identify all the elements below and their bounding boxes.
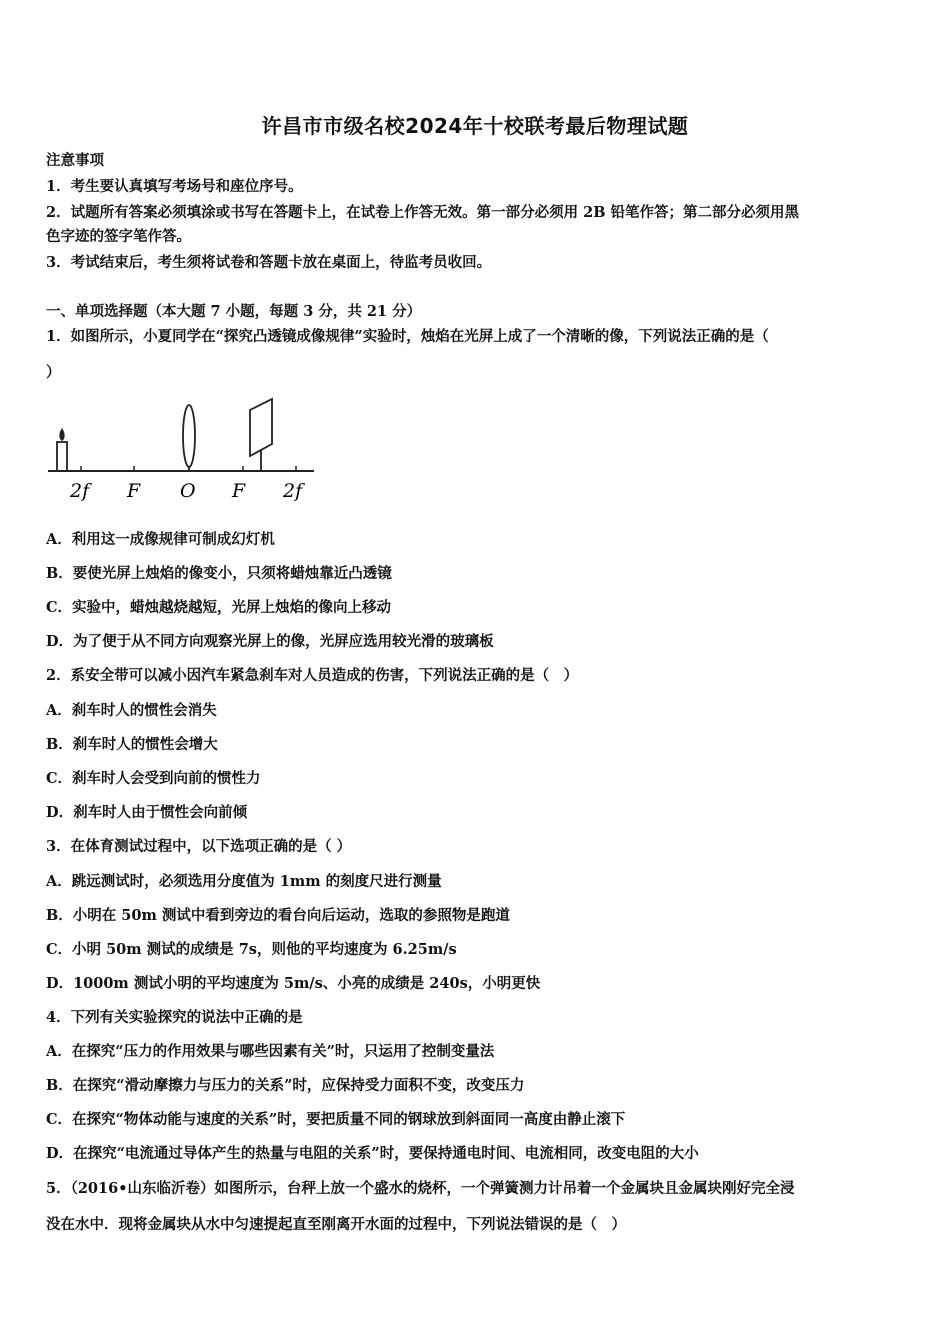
q1-option-b: B．要使光屏上烛焰的像变小，只须将蜡烛靠近凸透镜 xyxy=(46,565,392,582)
label-2f-right: 2f xyxy=(283,480,303,502)
notice-item-1: 1．考生要认真填写考场号和座位序号。 xyxy=(46,178,303,195)
q4-option-d: D．在探究“电流通过导体产生的热量与电阻的关系”时，要保持通电时间、电流相同，改变电阻的大小 xyxy=(46,1145,699,1162)
q2-option-b: B．刹车时人的惯性会增大 xyxy=(46,736,218,753)
q1-option-a: A．利用这一成像规律可制成幻灯机 xyxy=(46,531,275,548)
notice-heading: 注意事项 xyxy=(46,152,104,169)
label-o: O xyxy=(180,480,196,502)
q3-option-b: B．小明在 50m 测试中看到旁边的看台向后运动，选取的参照物是跑道 xyxy=(46,907,510,924)
q4-option-a: A．在探究“压力的作用效果与哪些因素有关”时，只运用了控制变量法 xyxy=(46,1043,495,1060)
q2-stem: 2．系安全带可以减小因汽车紧急刹车对人员造成的伤害，下列说法正确的是（ ） xyxy=(46,667,579,684)
label-2f-left: 2f xyxy=(70,480,90,502)
optical-bench-figure xyxy=(44,396,320,504)
section-heading: 一、单项选择题（本大题 7 小题，每题 3 分，共 21 分） xyxy=(46,303,422,320)
q5-stem-cont: 没在水中．现将金属块从水中匀速提起直至刚离开水面的过程中，下列说法错误的是（ ） xyxy=(46,1216,626,1233)
q4-stem: 4．下列有关实验探究的说法中正确的是 xyxy=(46,1009,303,1026)
q5-stem: 5．（2016•山东临沂卷）如图所示，台秤上放一个盛水的烧杯，一个弹簧测力计吊着一个金属块且金属块刚好完全浸 xyxy=(46,1180,795,1197)
q3-option-c: C．小明 50m 测试的成绩是 7s，则他的平均速度为 6.25m/s xyxy=(46,941,457,958)
q2-option-d: D．刹车时人由于惯性会向前倾 xyxy=(46,804,248,821)
q1-option-c: C．实验中，蜡烛越烧越短，光屏上烛焰的像向上移动 xyxy=(46,599,392,616)
q1-stem: 1．如图所示，小夏同学在“探究凸透镜成像规律”实验时，烛焰在光屏上成了一个清晰的像，下列说法正确的是（ xyxy=(46,328,769,345)
convex-lens-icon xyxy=(183,405,195,467)
notice-item-3: 3．考试结束后，考生须将试卷和答题卡放在桌面上，待监考员收回。 xyxy=(46,254,492,271)
candle-icon xyxy=(57,442,67,471)
q3-option-a: A．跳远测试时，必须选用分度值为 1mm 的刻度尺进行测量 xyxy=(46,873,442,890)
q3-option-d: D．1000m 测试小明的平均速度为 5m/s、小亮的成绩是 240s，小明更快 xyxy=(46,975,541,992)
q1-stem-cont: ） xyxy=(46,364,61,381)
flame-icon xyxy=(59,428,64,441)
q3-stem: 3．在体育测试过程中，以下选项正确的是（ ） xyxy=(46,838,352,855)
label-f-left: F xyxy=(127,480,141,502)
q2-option-c: C．刹车时人会受到向前的惯性力 xyxy=(46,770,261,787)
notice-item-2-cont: 色字迹的签字笔作答。 xyxy=(46,228,191,245)
q4-option-c: C．在探究“物体动能与速度的关系”时，要把质量不同的钢球放到斜面同一高度由静止滚下 xyxy=(46,1111,626,1128)
light-screen-icon xyxy=(250,399,272,456)
q2-option-a: A．刹车时人的惯性会消失 xyxy=(46,702,217,719)
notice-item-2: 2．试题所有答案必须填涂或书写在答题卡上，在试卷上作答无效。第一部分必须用 2B 铅笔作答；第二部分必须用黑 xyxy=(46,204,800,221)
page-title: 许昌市市级名校2024年十校联考最后物理试题 xyxy=(261,114,689,138)
label-f-right: F xyxy=(232,480,246,502)
q4-option-b: B．在探究“滑动摩擦力与压力的关系”时，应保持受力面积不变，改变压力 xyxy=(46,1077,525,1094)
q1-option-d: D．为了便于从不同方向观察光屏上的像，光屏应选用较光滑的玻璃板 xyxy=(46,633,494,650)
